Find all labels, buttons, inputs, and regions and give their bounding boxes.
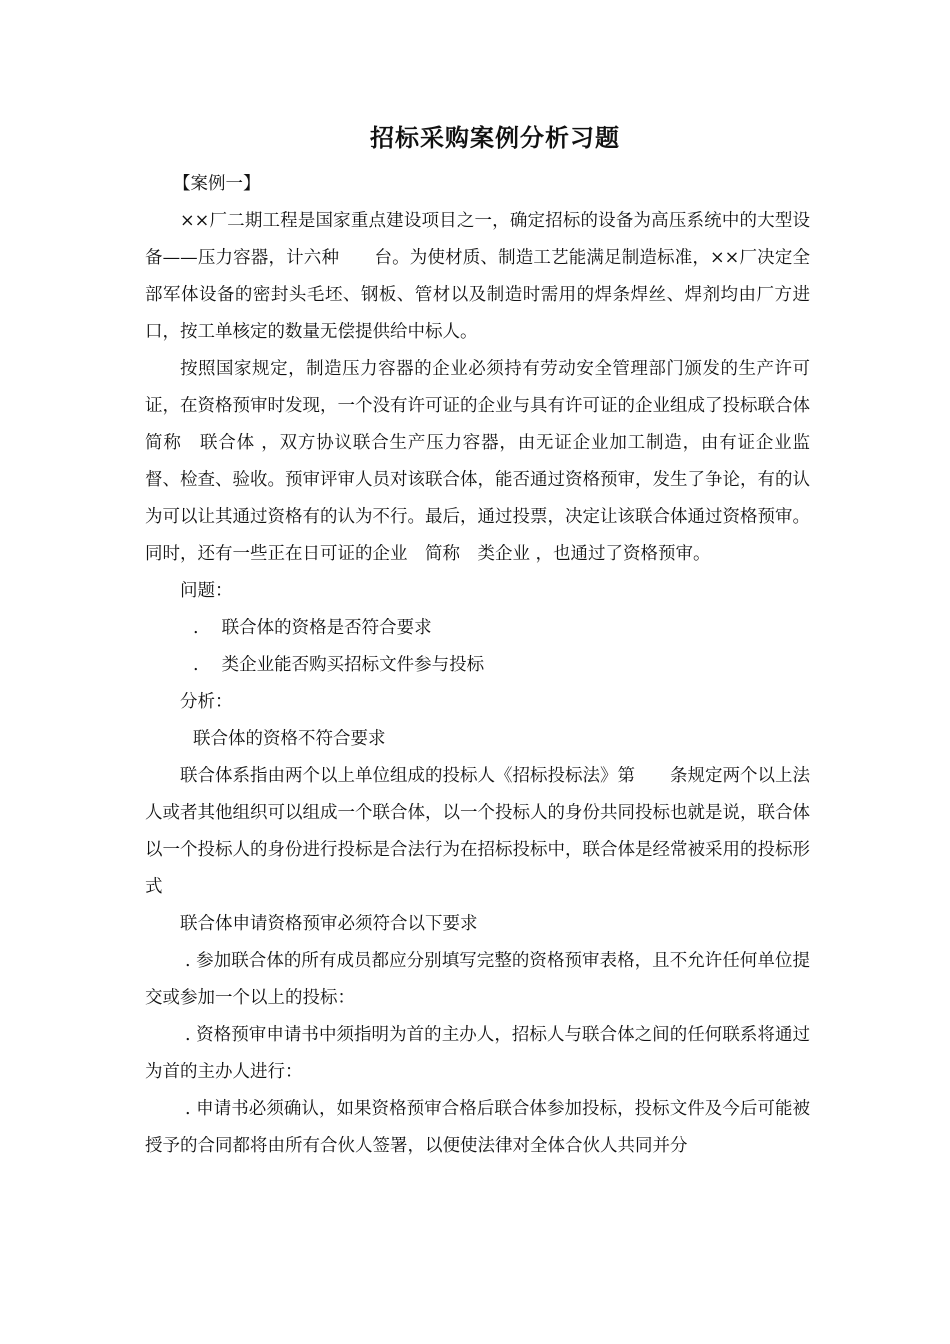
paragraph: 问题： [180,581,233,601]
paragraph: 联合体系指由两个以上单位组成的投标人《招标投标法》第 条规定两个以上法人或者其他组织可以组成一个联合体，以一个投标人的身份共同投标也就是说，联合体以一个投标人的身份进行投标是合法行为在招标投标中，联合体是经常被采用的投标形式 [145,766,810,897]
document-body [145,166,810,1165]
paragraph: ××厂二期工程是国家重点建设项目之一，确定招标的设备为高压系统中的大型设备——压力容器，计六种 台。为使材质、制造工艺能满足制造标准，××厂决定全部军体设备的密封头毛坯、钢板、管材以及制造时需用的焊条焊丝、焊剂均由厂方进口，按工单核定的数量无偿提供给中标人。 [145,211,810,342]
paragraph: . 资格预审申请书中须指明为首的主办人，招标人与联合体之间的任何联系将通过为首的主办人进行： [145,1025,810,1082]
paragraph: . 申请书必须确认，如果资格预审合格后联合体参加投标，投标文件及今后可能被授予的合同都将由所有合伙人签署，以便使法律对全体合伙人共同并分 [145,1099,810,1156]
paragraph: 【案例一】 [173,174,261,194]
paragraph: 联合体申请资格预审必须符合以下要求 [180,914,478,934]
paragraph: . 类企业能否购买招标文件参与投标 [193,655,485,675]
paragraph: . 参加联合体的所有成员都应分别填写完整的资格预审表格，且不允许任何单位提交或参加一个以上的投标： [145,951,810,1008]
paragraph: 按照国家规定，制造压力容器的企业必须持有劳动安全管理部门颁发的生产许可证，在资格预审时发现，一个没有许可证的企业与具有许可证的企业组成了投标联合体 简称 联合体 ，双方协议联合生产压力容器，由无证企业加工制造，由有证企业监督、检查、验收。预审评审人员对该联合体，能否通过资格预审，发生了争论，有的认为可以让其通过资格有的认为不行。最后，通过投票，决定让该联合体通过资格预审。同时，还有一些正在日可证的企业 简称 类企业 ，也通过了资格预审。 [145,359,810,564]
paragraph: . 联合体的资格是否符合要求 [193,618,432,638]
document-title: 招标采购案例分析习题 [370,124,620,152]
paragraph: 联合体的资格不符合要求 [193,729,386,749]
paragraph: 分析： [180,692,233,712]
